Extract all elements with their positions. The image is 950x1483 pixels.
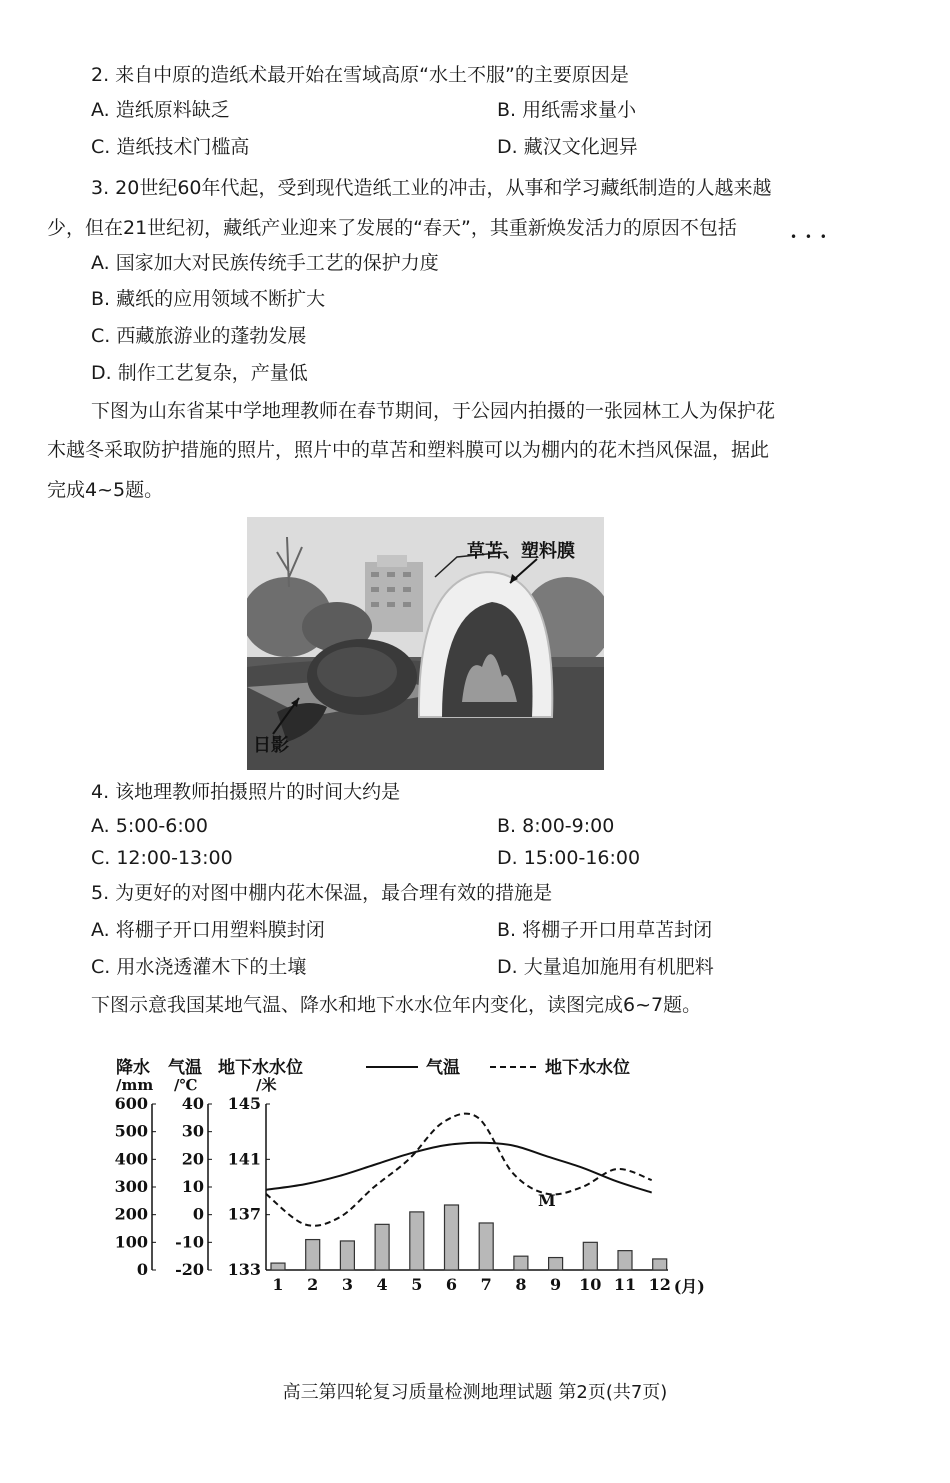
temp-axis-unit: /℃	[174, 1076, 198, 1094]
temp-axis-label: 气温	[168, 1058, 202, 1078]
intro45-line3: 完成4~5题。	[47, 479, 164, 501]
precip-bar	[445, 1205, 459, 1270]
month-tick-label: 10	[579, 1275, 602, 1294]
water-tick-label: 145	[227, 1094, 261, 1113]
water-tick-label: 133	[227, 1260, 261, 1279]
legend-temp-label: 气温	[426, 1058, 460, 1078]
precip-tick-label: 200	[114, 1204, 148, 1224]
precip-bar	[410, 1212, 424, 1270]
garden-photo	[247, 517, 604, 770]
precip-axis-unit: /mm	[116, 1076, 154, 1094]
precip-bar	[340, 1241, 354, 1270]
precip-tick-label: 100	[114, 1232, 148, 1252]
q5-stem: 5. 为更好的对图中棚内花木保温，最合理有效的措施是	[91, 882, 553, 904]
q3-stem-line1: 3. 20世纪60年代起，受到现代造纸工业的冲击，从事和学习藏纸制造的人越来越	[91, 177, 772, 199]
precip-tick-label: 300	[114, 1177, 148, 1196]
precip-tick-label: 400	[114, 1149, 148, 1169]
q3-option-b: B. 藏纸的应用领域不断扩大	[91, 288, 326, 310]
precip-bar	[618, 1251, 632, 1270]
q5-option-d: D. 大量追加施用有机肥料	[497, 956, 714, 978]
precip-bar	[549, 1258, 563, 1270]
water-tick-label: 137	[227, 1204, 261, 1224]
month-tick-label: 5	[411, 1275, 423, 1294]
intro67: 下图示意我国某地气温、降水和地下水水位年内变化，读图完成6~7题。	[91, 994, 702, 1016]
temp-tick-label: 10	[181, 1177, 204, 1196]
q4-option-b: B. 8:00-9:00	[497, 815, 615, 837]
point-m-label: M	[538, 1191, 556, 1210]
temp-tick-label: -20	[175, 1260, 204, 1279]
q5-option-a: A. 将棚子开口用塑料膜封闭	[91, 919, 325, 941]
temperature-line	[266, 1143, 652, 1193]
water-axis-unit: /米	[256, 1076, 277, 1094]
month-tick-label: 11	[613, 1275, 637, 1294]
photo-label-shadow: 日影	[253, 735, 289, 756]
precip-tick-label: 0	[136, 1260, 148, 1279]
precip-bar	[479, 1223, 493, 1270]
month-tick-label: 1	[272, 1275, 284, 1294]
month-tick-label: 2	[307, 1275, 319, 1294]
q2-option-b: B. 用纸需求量小	[497, 99, 637, 121]
precip-bar	[271, 1263, 285, 1270]
temp-tick-label: 0	[192, 1204, 204, 1224]
month-tick-label: 3	[341, 1275, 353, 1294]
q5-option-c: C. 用水浇透灌木下的土壤	[91, 956, 307, 978]
q4-option-c: C. 12:00-13:00	[91, 847, 233, 869]
precip-tick-label: 600	[114, 1094, 148, 1113]
q2-stem: 2. 来自中原的造纸术最开始在雪域高原“水土不服”的主要原因是	[91, 64, 629, 86]
month-tick-label: 8	[515, 1275, 527, 1294]
precip-bar	[583, 1242, 597, 1270]
month-tick-label: 9	[550, 1275, 562, 1294]
q4-option-d: D. 15:00-16:00	[497, 847, 641, 869]
temp-tick-label: 40	[181, 1094, 204, 1113]
climate-chart	[108, 1048, 728, 1313]
month-tick-label: 12	[648, 1275, 671, 1294]
temp-tick-label: 30	[181, 1121, 204, 1141]
month-tick-label: 4	[376, 1275, 388, 1294]
q2-option-c: C. 造纸技术门槛高	[91, 136, 250, 158]
intro45-line1: 下图为山东省某中学地理教师在春节期间，于公园内拍摄的一张园林工人为保护花	[91, 400, 776, 422]
q3-option-a: A. 国家加大对民族传统手工艺的保护力度	[91, 252, 439, 274]
emphasis-dots: • • •	[790, 230, 829, 244]
q3-stem-line2: 少，但在21世纪初，藏纸产业迎来了发展的“春天”，其重新焕发活力的原因不包括	[47, 217, 737, 239]
precip-axis-label: 降水	[116, 1058, 150, 1078]
x-unit-label: (月)	[673, 1277, 705, 1296]
water-axis-label: 地下水水位	[218, 1058, 303, 1078]
temp-tick-label: -10	[175, 1232, 204, 1252]
photo-label-cover: 草苫、塑料膜	[467, 541, 575, 562]
q4-option-a: A. 5:00-6:00	[91, 815, 208, 837]
temp-tick-label: 20	[181, 1149, 204, 1169]
month-tick-label: 6	[445, 1275, 458, 1294]
q2-option-d: D. 藏汉文化迥异	[497, 136, 638, 158]
water-tick-label: 141	[227, 1149, 261, 1169]
precip-bar	[653, 1259, 667, 1270]
legend-water-label: 地下水水位	[545, 1058, 630, 1078]
q3-option-c: C. 西藏旅游业的蓬勃发展	[91, 325, 307, 347]
q2-option-a: A. 造纸原料缺乏	[91, 99, 230, 121]
page-footer: 高三第四轮复习质量检测地理试题 第2页(共7页)	[282, 1382, 668, 1403]
precip-tick-label: 500	[114, 1121, 148, 1141]
q5-option-b: B. 将棚子开口用草苫封闭	[497, 919, 713, 941]
month-tick-label: 7	[480, 1275, 492, 1294]
q4-stem: 4. 该地理教师拍摄照片的时间大约是	[91, 781, 401, 803]
precip-bar	[306, 1240, 320, 1270]
q3-option-d: D. 制作工艺复杂，产量低	[91, 362, 308, 384]
precip-bar	[514, 1256, 528, 1270]
precip-bar	[375, 1224, 389, 1270]
intro45-line2: 木越冬采取防护措施的照片，照片中的草苫和塑料膜可以为棚内的花木挡风保温，据此	[47, 439, 770, 461]
